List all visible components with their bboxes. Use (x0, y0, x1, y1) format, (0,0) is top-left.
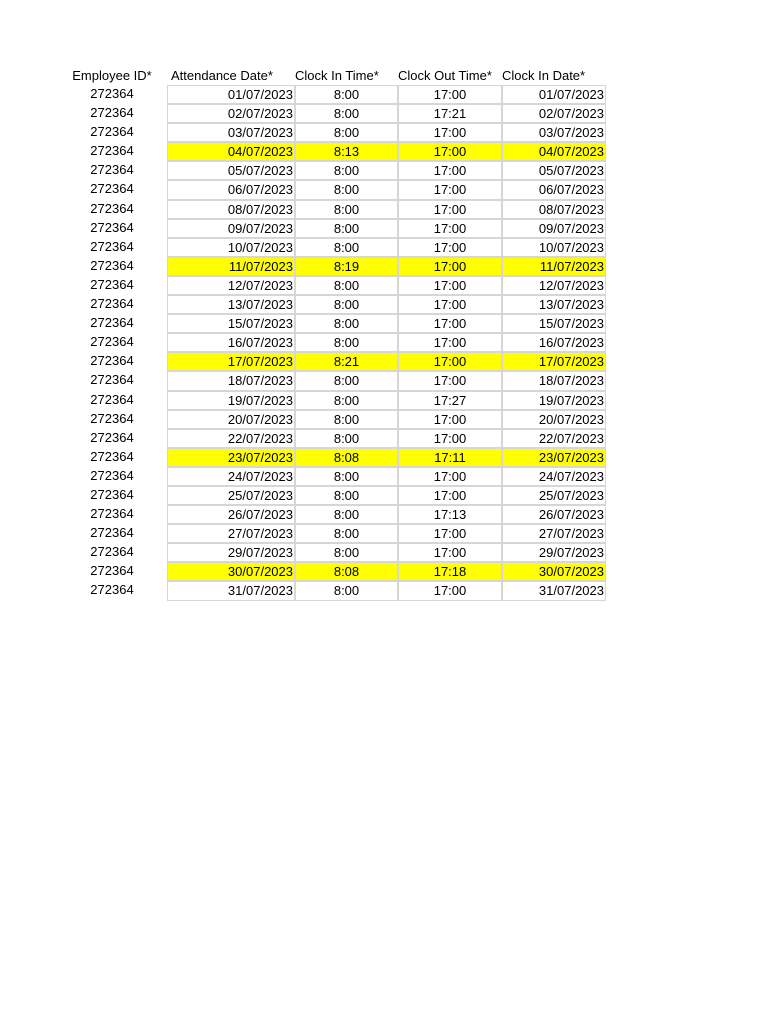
cell-clock-in-date: 29/07/2023 (502, 543, 606, 562)
table-row (57, 352, 606, 371)
cell-clock-out-time: 17:00 (398, 486, 502, 505)
cell-clock-out-time: 17:00 (398, 123, 502, 142)
cell-clock-in-time: 8:00 (295, 524, 398, 543)
cell-clock-out-time: 17:00 (398, 180, 502, 199)
table-row (57, 448, 606, 467)
cell-clock-in-time: 8:00 (295, 161, 398, 180)
cell-clock-out-time: 17:13 (398, 505, 502, 524)
cell-attendance-date: 12/07/2023 (167, 276, 295, 295)
table-row (57, 333, 606, 352)
cell-attendance-date: 24/07/2023 (167, 467, 295, 486)
cell-employee-id: 272364 (90, 276, 134, 292)
table-row (57, 180, 606, 199)
cell-attendance-date: 05/07/2023 (167, 161, 295, 180)
cell-clock-in-time: 8:00 (295, 276, 398, 295)
cell-clock-in-date: 05/07/2023 (502, 161, 606, 180)
cell-attendance-date: 26/07/2023 (167, 505, 295, 524)
cell-clock-in-date: 24/07/2023 (502, 467, 606, 486)
cell-clock-in-date: 03/07/2023 (502, 123, 606, 142)
cell-attendance-date: 03/07/2023 (167, 123, 295, 142)
cell-clock-in-time: 8:00 (295, 219, 398, 238)
cell-clock-in-date: 04/07/2023 (502, 142, 606, 161)
cell-clock-out-time: 17:00 (398, 429, 502, 448)
table-row (57, 524, 606, 543)
attendance-table (57, 67, 606, 601)
cell-employee-id: 272364 (90, 219, 134, 235)
cell-attendance-date: 22/07/2023 (167, 429, 295, 448)
cell-clock-out-time: 17:00 (398, 524, 502, 543)
cell-clock-out-time: 17:00 (398, 581, 502, 600)
cell-clock-out-time: 17:18 (398, 562, 502, 581)
cell-clock-out-time: 17:11 (398, 448, 502, 467)
cell-clock-in-time: 8:00 (295, 543, 398, 562)
table-row (57, 276, 606, 295)
table-row (57, 391, 606, 410)
cell-employee-id: 272364 (90, 143, 134, 159)
cell-attendance-date: 20/07/2023 (167, 410, 295, 429)
cell-clock-in-time: 8:00 (295, 238, 398, 257)
cell-clock-in-time: 8:13 (295, 142, 398, 161)
table-row (57, 543, 606, 562)
cell-clock-in-time: 8:00 (295, 85, 398, 104)
cell-attendance-date: 30/07/2023 (167, 562, 295, 581)
cell-clock-out-time: 17:00 (398, 295, 502, 314)
cell-clock-in-date: 27/07/2023 (502, 524, 606, 543)
cell-attendance-date: 09/07/2023 (167, 219, 295, 238)
cell-attendance-date: 31/07/2023 (167, 581, 295, 600)
cell-clock-out-time: 17:00 (398, 543, 502, 562)
cell-clock-in-time: 8:00 (295, 467, 398, 486)
cell-attendance-date: 19/07/2023 (167, 391, 295, 410)
cell-employee-id: 272364 (90, 315, 134, 331)
cell-employee-id: 272364 (90, 448, 134, 464)
cell-clock-in-date: 25/07/2023 (502, 486, 606, 505)
table-row (57, 314, 606, 333)
cell-clock-in-date: 02/07/2023 (502, 104, 606, 123)
cell-attendance-date: 16/07/2023 (167, 333, 295, 352)
cell-clock-out-time: 17:00 (398, 257, 502, 276)
cell-clock-out-time: 17:00 (398, 276, 502, 295)
cell-clock-in-date: 17/07/2023 (502, 352, 606, 371)
cell-clock-in-date: 13/07/2023 (502, 295, 606, 314)
cell-attendance-date: 27/07/2023 (167, 524, 295, 543)
cell-clock-out-time: 17:00 (398, 314, 502, 333)
cell-clock-in-date: 19/07/2023 (502, 391, 606, 410)
cell-clock-in-date: 15/07/2023 (502, 314, 606, 333)
cell-attendance-date: 18/07/2023 (167, 371, 295, 390)
cell-employee-id: 272364 (90, 486, 134, 502)
table-row (57, 467, 606, 486)
cell-attendance-date: 02/07/2023 (167, 104, 295, 123)
cell-employee-id: 272364 (90, 372, 134, 388)
cell-clock-out-time: 17:00 (398, 467, 502, 486)
cell-clock-out-time: 17:00 (398, 142, 502, 161)
cell-clock-in-date: 30/07/2023 (502, 562, 606, 581)
cell-clock-in-time: 8:00 (295, 333, 398, 352)
cell-clock-in-date: 10/07/2023 (502, 238, 606, 257)
cell-employee-id: 272364 (90, 563, 134, 579)
cell-attendance-date: 13/07/2023 (167, 295, 295, 314)
cell-attendance-date: 25/07/2023 (167, 486, 295, 505)
header-clock-in-date: Clock In Date* (502, 68, 586, 83)
cell-attendance-date: 04/07/2023 (167, 142, 295, 161)
table-row (57, 238, 606, 257)
cell-clock-in-time: 8:00 (295, 505, 398, 524)
cell-clock-in-time: 8:00 (295, 200, 398, 219)
cell-employee-id: 272364 (90, 506, 134, 522)
cell-attendance-date: 01/07/2023 (167, 85, 295, 104)
cell-clock-in-time: 8:00 (295, 371, 398, 390)
cell-employee-id: 272364 (90, 105, 134, 121)
cell-employee-id: 272364 (90, 181, 134, 197)
header-employee-id: Employee ID* (72, 68, 152, 83)
cell-clock-in-time: 8:00 (295, 391, 398, 410)
table-body (57, 85, 606, 601)
cell-employee-id: 272364 (90, 124, 134, 140)
table-row (57, 581, 606, 600)
cell-clock-in-date: 08/07/2023 (502, 200, 606, 219)
cell-attendance-date: 06/07/2023 (167, 180, 295, 199)
cell-clock-in-date: 26/07/2023 (502, 505, 606, 524)
cell-employee-id: 272364 (90, 86, 134, 101)
table-row (57, 200, 606, 219)
table-row (57, 219, 606, 238)
header-clock-in-time: Clock In Time* (295, 68, 379, 83)
cell-clock-out-time: 17:00 (398, 238, 502, 257)
cell-attendance-date: 15/07/2023 (167, 314, 295, 333)
cell-attendance-date: 11/07/2023 (167, 257, 295, 276)
cell-clock-in-time: 8:00 (295, 295, 398, 314)
cell-clock-in-date: 23/07/2023 (502, 448, 606, 467)
header-attendance-date: Attendance Date* (171, 68, 273, 83)
cell-clock-in-date: 22/07/2023 (502, 429, 606, 448)
cell-employee-id: 272364 (90, 544, 134, 560)
cell-clock-in-date: 06/07/2023 (502, 180, 606, 199)
cell-clock-in-date: 31/07/2023 (502, 581, 606, 600)
table-row (57, 410, 606, 429)
cell-clock-in-time: 8:08 (295, 448, 398, 467)
cell-employee-id: 272364 (90, 391, 134, 407)
cell-clock-out-time: 17:00 (398, 200, 502, 219)
cell-employee-id: 272364 (90, 296, 134, 312)
cell-employee-id: 272364 (90, 257, 134, 273)
cell-clock-out-time: 17:00 (398, 219, 502, 238)
cell-clock-in-date: 16/07/2023 (502, 333, 606, 352)
cell-attendance-date: 23/07/2023 (167, 448, 295, 467)
cell-clock-in-date: 12/07/2023 (502, 276, 606, 295)
cell-clock-in-time: 8:00 (295, 314, 398, 333)
cell-clock-out-time: 17:27 (398, 391, 502, 410)
cell-clock-out-time: 17:00 (398, 85, 502, 104)
cell-clock-in-time: 8:00 (295, 410, 398, 429)
table-row (57, 295, 606, 314)
table-row (57, 486, 606, 505)
cell-employee-id: 272364 (90, 200, 134, 216)
table-row (57, 85, 606, 104)
cell-attendance-date: 08/07/2023 (167, 200, 295, 219)
cell-employee-id: 272364 (90, 238, 134, 254)
cell-clock-in-time: 8:19 (295, 257, 398, 276)
cell-attendance-date: 29/07/2023 (167, 543, 295, 562)
cell-clock-in-time: 8:00 (295, 123, 398, 142)
cell-employee-id: 272364 (90, 582, 134, 598)
cell-clock-in-time: 8:00 (295, 581, 398, 600)
cell-clock-in-date: 20/07/2023 (502, 410, 606, 429)
table-row (57, 257, 606, 276)
cell-attendance-date: 10/07/2023 (167, 238, 295, 257)
table-row (57, 142, 606, 161)
cell-clock-in-time: 8:00 (295, 486, 398, 505)
cell-clock-out-time: 17:00 (398, 371, 502, 390)
table-row (57, 104, 606, 123)
table-row (57, 505, 606, 524)
cell-clock-in-date: 01/07/2023 (502, 85, 606, 104)
table-row (57, 371, 606, 390)
cell-clock-out-time: 17:00 (398, 161, 502, 180)
cell-clock-in-time: 8:08 (295, 562, 398, 581)
cell-clock-in-time: 8:21 (295, 352, 398, 371)
cell-clock-out-time: 17:00 (398, 410, 502, 429)
cell-clock-in-date: 09/07/2023 (502, 219, 606, 238)
cell-employee-id: 272364 (90, 525, 134, 541)
cell-employee-id: 272364 (90, 162, 134, 178)
table-row (57, 562, 606, 581)
table-row (57, 429, 606, 448)
cell-employee-id: 272364 (90, 334, 134, 350)
cell-clock-out-time: 17:00 (398, 352, 502, 371)
table-header (57, 67, 606, 85)
cell-employee-id: 272364 (90, 429, 134, 445)
cell-employee-id: 272364 (90, 353, 134, 369)
cell-clock-in-date: 18/07/2023 (502, 371, 606, 390)
table-row (57, 161, 606, 180)
cell-clock-in-time: 8:00 (295, 104, 398, 123)
cell-clock-in-time: 8:00 (295, 180, 398, 199)
cell-attendance-date: 17/07/2023 (167, 352, 295, 371)
cell-employee-id: 272364 (90, 410, 134, 426)
cell-clock-out-time: 17:00 (398, 333, 502, 352)
cell-employee-id: 272364 (90, 467, 134, 483)
cell-clock-in-date: 11/07/2023 (502, 257, 606, 276)
cell-clock-out-time: 17:21 (398, 104, 502, 123)
table-row (57, 123, 606, 142)
cell-clock-in-time: 8:00 (295, 429, 398, 448)
header-clock-out-time: Clock Out Time* (398, 68, 492, 83)
